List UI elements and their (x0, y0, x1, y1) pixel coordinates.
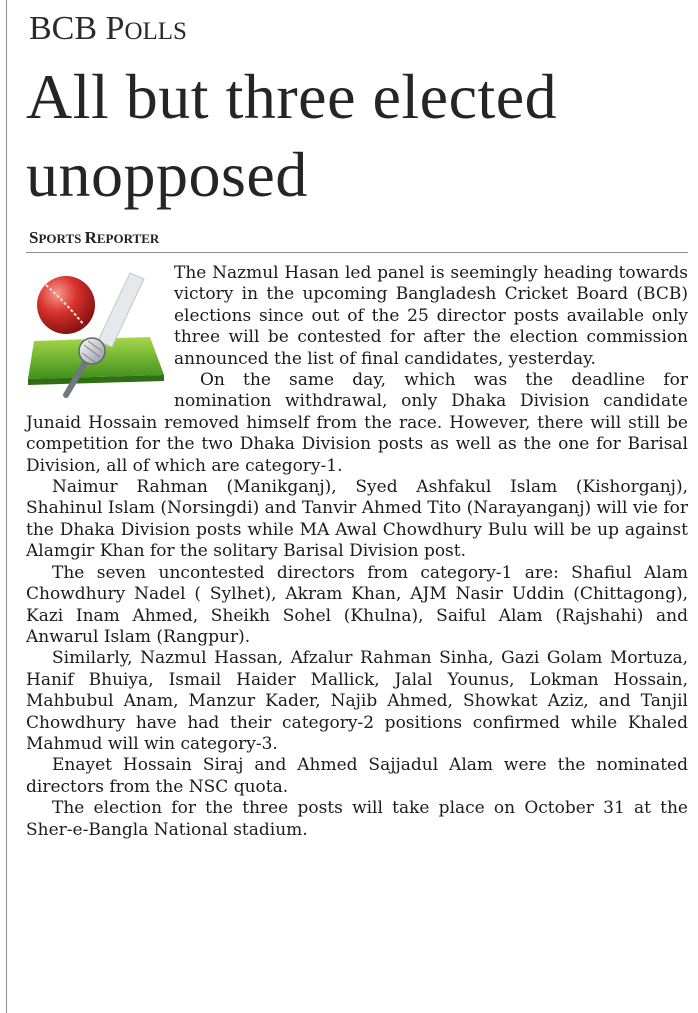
paragraph: Similarly, Nazmul Hassan, Afzalur Rahman Sinha, Gazi Golam Mortuza, Hanif Bhuiya, Ismail Haider Mallick, Jalal Younus, Lokman Hossain, Mahbubul Anam, Manzur Kader, Najib Ahmed, Showkat Aziz, and Tanjil Chowdhury have had their category-2 positions confirmed while Khaled Mahmud will win category-3. (26, 648, 688, 754)
bat-shape (98, 273, 144, 347)
headline: All but three elected unopposed (26, 61, 558, 210)
cricket-ball-microphone-icon (26, 263, 170, 405)
paragraph: The Nazmul Hasan led panel is seemingly heading towards victory in the upcoming Bangladesh Cricket Board (BCB) elections since out of the 25 director posts available only three will be contested for after the election commission announced the list of final candidates, yesterday. (174, 263, 688, 369)
paragraph: Naimur Rahman (Manikganj), Syed Ashfakul Islam (Kishorganj), Shahinul Islam (Norsingdi) and Tanvir Ahmed Tito (Narayanganj) will vie for the Dhaka Division posts while MA Awal Chowdhury Bulu will be up against Alamgir Khan for the solitary Barisal Division post. (26, 477, 688, 562)
paragraph: The seven uncontested directors from category-1 are: Shafiul Alam Chowdhury Nadel ( Sylhet), Akram Khan, AJM Nasir Uddin (Chittagong), Kazi Inam Ahmed, Sheikh Sohel (Khulna), Saiful Alam (Rajshahi) and Anwarul Islam (Rangpur). (26, 562, 688, 647)
paragraph: On the same day, which was the deadline for nomination withdrawal, only Dhaka Division candidate Junaid Hossain removed himself from the race. However, there will still be competition for the two Dhaka Division posts as well as the one for Barisal Division, all of which are category-1. (26, 370, 688, 476)
article-body (26, 263, 688, 841)
ball-shape (37, 276, 95, 334)
paragraph: The election for the three posts will take place on October 31 at the Sher-e-Bangla National stadium. (26, 798, 688, 840)
column-rule (6, 0, 7, 1013)
byline: SPORTS REPORTER (29, 228, 160, 247)
divider (26, 252, 688, 253)
paragraph: Enayet Hossain Siraj and Ahmed Sajjadul Alam were the nominated directors from the NSC quota. (26, 755, 688, 797)
section-kicker: BCB POLLS (29, 10, 187, 47)
